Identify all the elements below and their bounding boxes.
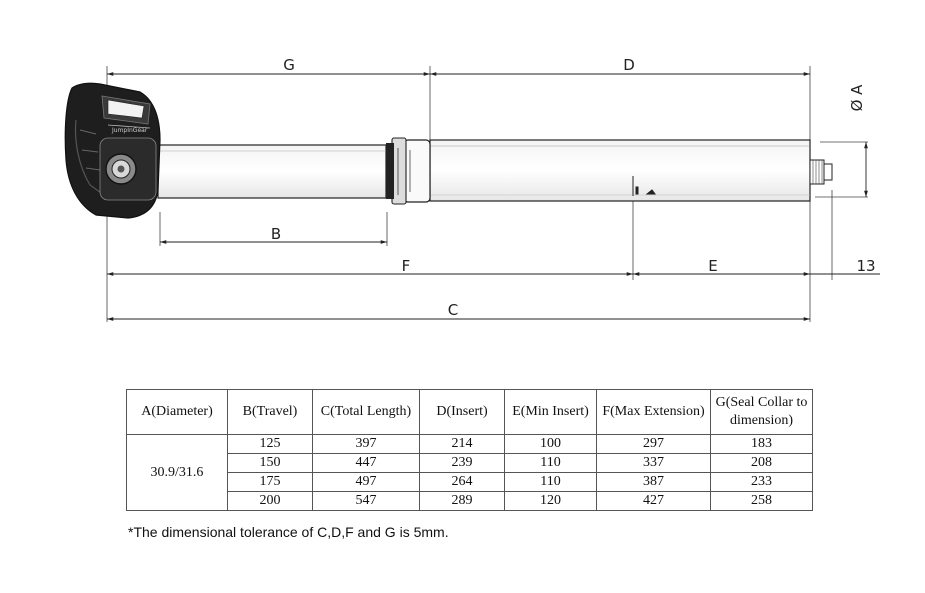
table-cell: 497 xyxy=(313,473,420,492)
table-cell: 183 xyxy=(711,435,813,454)
tolerance-note: *The dimensional tolerance of C,D,F and G is 5mm. xyxy=(128,524,449,540)
col-header-max-extension: F(Max Extension) xyxy=(597,390,711,435)
table-cell: 120 xyxy=(505,492,597,511)
svg-text:JumpInGear: JumpInGear xyxy=(112,127,148,134)
table-cell: 297 xyxy=(597,435,711,454)
dim-label-a: Ø A xyxy=(848,84,866,112)
table-cell: 110 xyxy=(505,473,597,492)
spec-table xyxy=(126,389,813,511)
table-row xyxy=(127,492,813,511)
table-cell: 200 xyxy=(228,492,313,511)
table-cell: 289 xyxy=(420,492,505,511)
table-header-row xyxy=(127,390,813,435)
saddle-clamp-head xyxy=(65,83,160,218)
dim-label-b: B xyxy=(270,225,282,243)
col-header-diameter: A(Diameter) xyxy=(127,390,228,435)
dim-label-d: D xyxy=(623,56,635,74)
stanchion xyxy=(158,145,386,198)
dim-label-e: E xyxy=(708,257,718,275)
col-header-travel: B(Travel) xyxy=(228,390,313,435)
table-cell: 547 xyxy=(313,492,420,511)
seal-collar xyxy=(386,138,430,204)
table-cell: 233 xyxy=(711,473,813,492)
table-cell: 110 xyxy=(505,454,597,473)
table-cell: 150 xyxy=(228,454,313,473)
table-cell: 125 xyxy=(228,435,313,454)
table-cell: 208 xyxy=(711,454,813,473)
table-cell: 387 xyxy=(597,473,711,492)
table-cell: 337 xyxy=(597,454,711,473)
table-cell: 100 xyxy=(505,435,597,454)
seatpost xyxy=(65,83,832,218)
col-header-insert: D(Insert) xyxy=(420,390,505,435)
dim-label-f: F xyxy=(401,257,411,275)
dim-label-13: 13 xyxy=(856,257,876,275)
table-cell: 175 xyxy=(228,473,313,492)
cable-nut xyxy=(810,160,832,184)
table-row xyxy=(127,454,813,473)
table-row xyxy=(127,473,813,492)
table-cell: 397 xyxy=(313,435,420,454)
table-cell: 447 xyxy=(313,454,420,473)
table-cell: 427 xyxy=(597,492,711,511)
col-header-min-insert: E(Min Insert) xyxy=(505,390,597,435)
outer-tube xyxy=(430,140,810,201)
table-cell: 214 xyxy=(420,435,505,454)
dim-label-g: G xyxy=(283,56,295,74)
table-cell: 264 xyxy=(420,473,505,492)
dim-label-c: C xyxy=(447,301,459,319)
diameter-cell: 30.9/31.6 xyxy=(127,435,228,511)
table-cell: 258 xyxy=(711,492,813,511)
table-cell: 239 xyxy=(420,454,505,473)
col-header-total-length: C(Total Length) xyxy=(313,390,420,435)
col-header-seal-collar: G(Seal Collar to dimension) xyxy=(711,390,813,435)
table-row xyxy=(127,435,813,454)
